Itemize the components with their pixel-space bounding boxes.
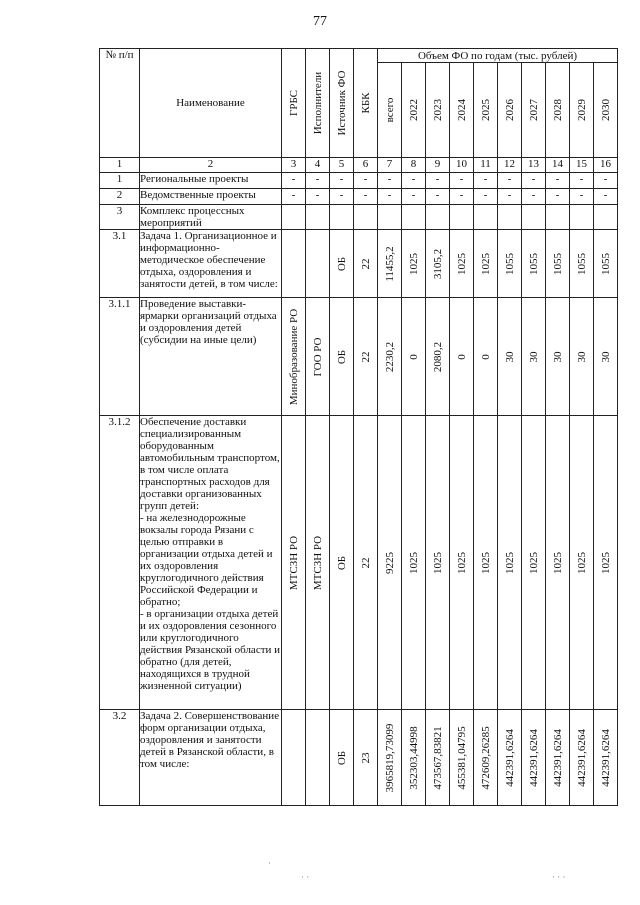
row-source: ОБ [330,230,354,298]
scan-speck: · · · [552,872,566,882]
row-value [498,205,522,230]
row-value: 3965819,73099 [378,710,402,806]
index-cell: 12 [498,158,522,173]
row-value: - [498,189,522,205]
row-value: - [594,173,618,189]
row-grbs: МТСЗН РО [282,416,306,710]
row-value: - [402,189,426,205]
row-value: - [426,189,450,205]
row-value: 1055 [498,230,522,298]
table-row [100,173,618,189]
row-value: - [546,173,570,189]
header-year: 2023 [426,63,450,158]
scan-speck: · [268,858,271,868]
row-name: Задача 2. Совершенствование форм организации отдыха, оздоровления и занятости детей в Рязанской области, в том числе: [140,710,282,806]
table-row [100,710,618,806]
row-grbs [282,230,306,298]
row-value [450,205,474,230]
row-value [522,205,546,230]
row-value: - [570,189,594,205]
row-value: 9225 [378,416,402,710]
index-cell: 6 [354,158,378,173]
row-executor [306,230,330,298]
row-value [570,205,594,230]
row-value [378,205,402,230]
row-value [594,205,618,230]
row-value: 472609,26285 [474,710,498,806]
header-year: 2026 [498,63,522,158]
row-source: ОБ [330,298,354,416]
row-name: Проведение выставки-ярмарки организаций отдыха и оздоровления детей (субсидии на иные цели) [140,298,282,416]
row-value: 442391,6264 [594,710,618,806]
header-year: 2024 [450,63,474,158]
row-value [402,205,426,230]
row-kbk: 22 [354,416,378,710]
index-cell: 10 [450,158,474,173]
index-cell: 16 [594,158,618,173]
row-value: - [402,173,426,189]
row-value: 442391,6264 [570,710,594,806]
row-value: - [522,189,546,205]
row-value: 1025 [450,230,474,298]
row-executor: МТСЗН РО [306,416,330,710]
scan-speck: · · [301,872,310,882]
row-num: 3.1.1 [100,298,140,416]
row-value: - [570,173,594,189]
row-value: 2230,2 [378,298,402,416]
row-grbs: Минобразование РО [282,298,306,416]
row-num: 3.2 [100,710,140,806]
row-value: 1025 [426,416,450,710]
row-executor: - [306,189,330,205]
table-row [100,189,618,205]
header-kbk: КБК [354,49,378,158]
row-value: 30 [594,298,618,416]
row-value: 352303,44998 [402,710,426,806]
column-index-row [100,158,618,173]
index-cell: 4 [306,158,330,173]
row-value: 2080,2 [426,298,450,416]
row-value: 1055 [546,230,570,298]
row-kbk [354,205,378,230]
row-value: - [474,189,498,205]
row-value: 1025 [522,416,546,710]
row-value: 1055 [522,230,546,298]
row-value: 1055 [594,230,618,298]
index-cell: 11 [474,158,498,173]
row-value: 0 [474,298,498,416]
row-executor: ГОО РО [306,298,330,416]
header-year: 2022 [402,63,426,158]
row-value: 30 [522,298,546,416]
header-num: № п/п [100,49,140,158]
row-value [426,205,450,230]
row-source: - [330,189,354,205]
header-name: Наименование [140,49,282,158]
row-value: 473567,83821 [426,710,450,806]
row-source: ОБ [330,416,354,710]
row-value: - [450,189,474,205]
row-value: 1025 [402,230,426,298]
header-year: 2028 [546,63,570,158]
row-value: 1025 [498,416,522,710]
header-year: 2025 [474,63,498,158]
row-value: 1025 [594,416,618,710]
row-value: - [546,189,570,205]
row-grbs: - [282,189,306,205]
row-value: 30 [546,298,570,416]
table-row [100,298,618,416]
row-grbs [282,710,306,806]
row-value: - [522,173,546,189]
index-cell: 5 [330,158,354,173]
row-num: 3.1 [100,230,140,298]
row-value: 1025 [474,416,498,710]
row-value: - [474,173,498,189]
row-value: 0 [402,298,426,416]
row-grbs: - [282,173,306,189]
row-value [546,205,570,230]
header-year: 2029 [570,63,594,158]
row-value: 11455,2 [378,230,402,298]
row-executor [306,710,330,806]
header-year: 2030 [594,63,618,158]
row-executor [306,205,330,230]
row-value: 1055 [570,230,594,298]
row-kbk: - [354,173,378,189]
index-cell: 3 [282,158,306,173]
row-source: ОБ [330,710,354,806]
row-value: - [378,189,402,205]
row-grbs [282,205,306,230]
index-cell: 7 [378,158,402,173]
row-kbk: 22 [354,230,378,298]
row-name: Ведомственные проекты [140,189,282,205]
table-row [100,230,618,298]
row-value: 3105,2 [426,230,450,298]
table-row [100,205,618,230]
row-value: 442391,6264 [498,710,522,806]
header-year: 2027 [522,63,546,158]
row-value: 0 [450,298,474,416]
row-executor: - [306,173,330,189]
index-cell: 13 [522,158,546,173]
row-kbk: 22 [354,298,378,416]
row-value [474,205,498,230]
row-value: 1025 [402,416,426,710]
index-cell: 2 [140,158,282,173]
table-row [100,416,618,710]
row-source [330,205,354,230]
row-kbk: 23 [354,710,378,806]
row-value: 1025 [570,416,594,710]
header-source: Источник ФО [330,49,354,158]
row-num: 1 [100,173,140,189]
page-number: 77 [313,14,327,29]
row-num: 3.1.2 [100,416,140,710]
row-value: - [498,173,522,189]
row-value: 455381,04795 [450,710,474,806]
row-value: 442391,6264 [522,710,546,806]
row-name: Задача 1. Организационное и информационно-методическое обеспечение отдыха, оздоровления и занятости детей, в том числе: [140,230,282,298]
row-value: 1025 [474,230,498,298]
header-volume-caption: Объем ФО по годам (тыс. рублей) [378,49,618,63]
row-value: 1025 [450,416,474,710]
row-source: - [330,173,354,189]
row-value: - [378,173,402,189]
header-total: всего [378,63,402,158]
row-name: Региональные проекты [140,173,282,189]
header-executors: Исполнители [306,49,330,158]
row-value: 442391,6264 [546,710,570,806]
index-cell: 1 [100,158,140,173]
program-table [99,48,618,806]
row-kbk: - [354,189,378,205]
index-cell: 8 [402,158,426,173]
row-value: 30 [570,298,594,416]
row-value: - [450,173,474,189]
header-grbs: ГРБС [282,49,306,158]
row-value: 30 [498,298,522,416]
row-name: Обеспечение доставки специализированным оборудованным автомобильным транспортом, в том числе оплата транспортных расходов для доставки организованных групп детей: - на железнодорожные вокзалы города Рязани с целью отправки в организации отдыха детей и их оздоровления круглогодичного действия Российской Федерации и обратно; - в организации отдыха детей и их оздоровления сезонного или круглогодичного действия Рязанской области и обратно (для детей, находящихся в трудной жизненной ситуации) [140,416,282,710]
row-value: 1025 [546,416,570,710]
index-cell: 9 [426,158,450,173]
row-value: - [426,173,450,189]
row-name: Комплекс процессных мероприятий [140,205,282,230]
index-cell: 15 [570,158,594,173]
row-value: - [594,189,618,205]
row-num: 2 [100,189,140,205]
table-body [100,173,618,806]
row-num: 3 [100,205,140,230]
index-cell: 14 [546,158,570,173]
